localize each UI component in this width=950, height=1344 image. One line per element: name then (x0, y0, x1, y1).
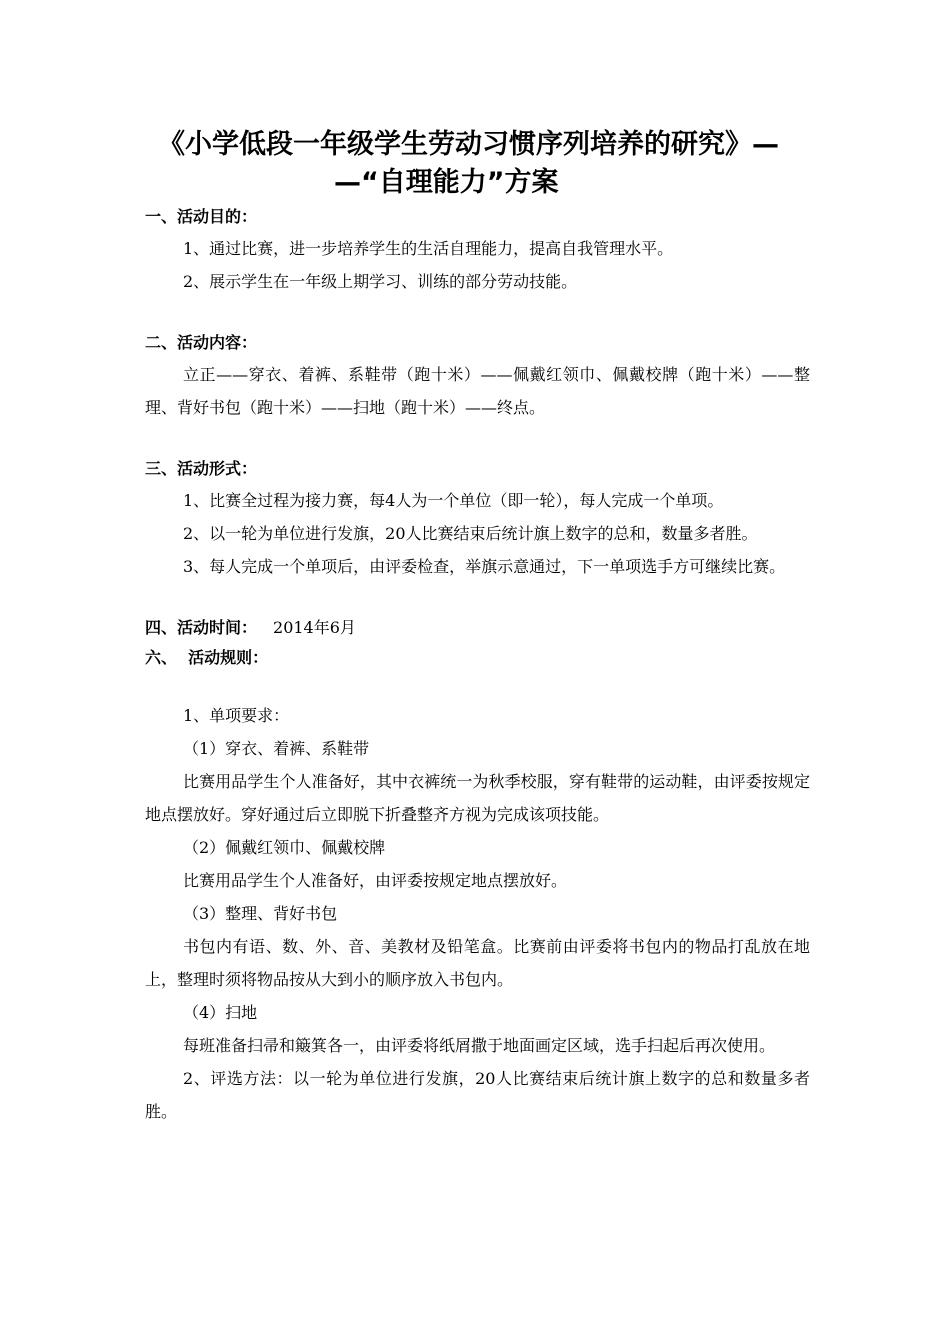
format-item-2: 2、以一轮为单位进行发旗，20人比赛结束后统计旗上数字的总和，数量多者胜。 (183, 524, 758, 543)
rules-sub3-text: 书包内有语、数、外、音、美教材及铅笔盒。比赛前由评委将书包内的物品打乱放在地上，整理时须将物品按从大到小的顺序放入书包内。 (145, 937, 810, 989)
rules-sub4-title: （4）扫地 (183, 1003, 258, 1022)
time-label: 四、活动时间： (145, 618, 258, 637)
rules-method: 2、评选方法：以一轮为单位进行发旗，20人比赛结束后统计旗上数字的总和数量多者胜。 (145, 1069, 810, 1121)
rules-intro: 1、单项要求： (183, 706, 290, 725)
section-time (145, 613, 810, 643)
purpose-item-2: 2、展示学生在一年级上期学习、训练的部分劳动技能。 (183, 272, 578, 291)
section-content (145, 328, 810, 424)
section-format (145, 454, 810, 583)
rules-sub2-title: （2）佩戴红领巾、佩戴校牌 (183, 838, 386, 857)
content-text: 立正——穿衣、着裤、系鞋带（跑十米）——佩戴红领巾、佩戴校牌（跑十米）——整理、背好书包（跑十米）——扫地（跑十米）——终点。 (145, 365, 810, 417)
section-rules (145, 643, 810, 1128)
section-purpose (145, 202, 810, 298)
section-heading-rules: 六、 活动规则： (145, 648, 269, 667)
rules-sub3-title: （3）整理、背好书包 (183, 904, 338, 923)
document-page (145, 126, 810, 1128)
purpose-item-1: 1、通过比赛，进一步培养学生的生活自理能力，提高自我管理水平。 (183, 239, 674, 258)
format-item-3: 3、每人完成一个单项后，由评委检查，举旗示意通过，下一单项选手方可继续比赛。 (183, 557, 786, 576)
time-value: 2014年6月 (273, 618, 356, 637)
document-title (145, 126, 810, 202)
title-line-1: 《小学低段一年级学生劳动习惯序列培养的研究》— (158, 129, 779, 160)
rules-sub4-text: 每班准备扫帚和簸箕各一，由评委将纸屑撒于地面画定区域，选手扫起后再次使用。 (183, 1036, 776, 1055)
format-item-1: 1、比赛全过程为接力赛，每4人为一个单位（即一轮），每人完成一个单项。 (183, 491, 724, 510)
section-heading-purpose: 一、活动目的： (145, 207, 258, 226)
rules-sub1-text: 比赛用品学生个人准备好，其中衣裤统一为秋季校服，穿有鞋带的运动鞋，由评委按规定地点摆放好。穿好通过后立即脱下折叠整齐方视为完成该项技能。 (145, 772, 810, 824)
rules-sub2-text: 比赛用品学生个人准备好，由评委按规定地点摆放好。 (183, 871, 568, 890)
rules-sub1-title: （1）穿衣、着裤、系鞋带 (183, 739, 370, 758)
title-line-2: —“自理能力”方案 (334, 167, 559, 198)
section-heading-content: 二、活动内容： (145, 333, 258, 352)
section-heading-format: 三、活动形式： (145, 459, 258, 478)
section-heading-time (145, 613, 810, 643)
